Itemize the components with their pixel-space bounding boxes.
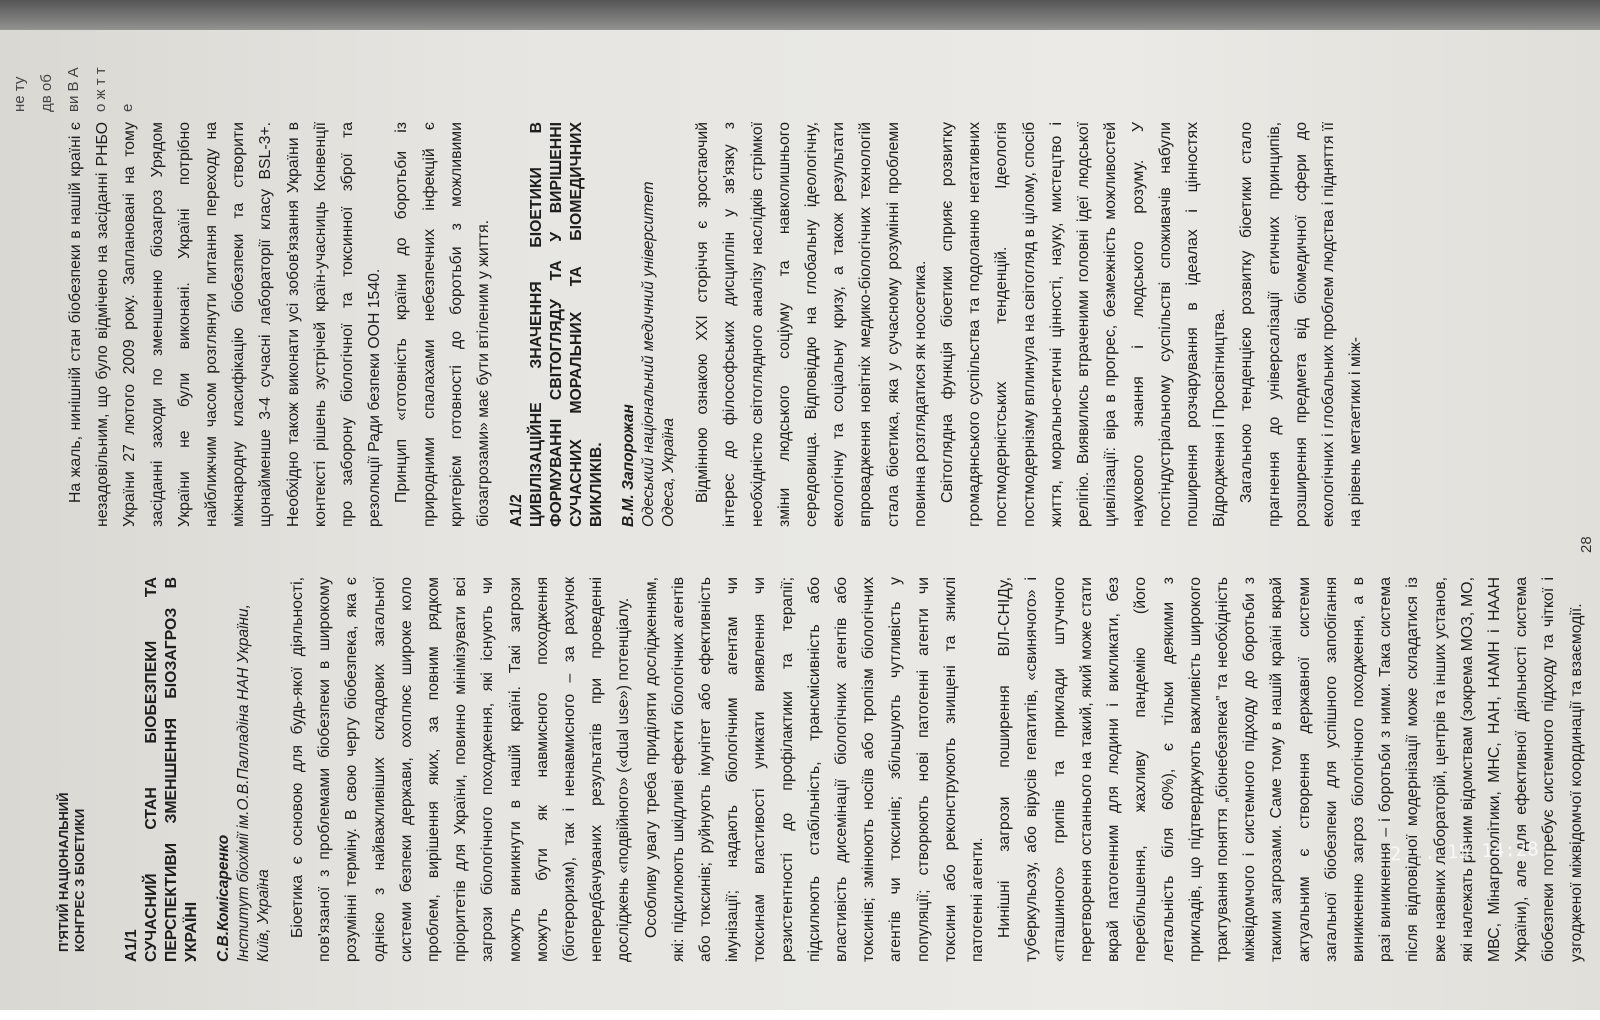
header-line-1: П'ЯТИЙ НАЦІОНАЛЬНИЙ (56, 792, 71, 952)
article-paragraph: Біоетика є основою для будь-якої діяльності, пов'язаної з проблемами біобезпеки в широкому розумінні терміну. В свою чергу біобезпека, яка є однією з найважливіших складових загальної системи безпеки держави, охоплює широке коло проблем, вирішення яких, за повним рядком пріоритетів для України, повинно мінімізувати всі загрози біологічного походження, які існують чи можуть виникнути в нашій країні. Такі загрози можуть бути як навмисного походження (біотероризм), так і ненавмисного – за рахунок непередбачуваних результатів при проведенні досліджень «подвійного» («dual use») потенціалу. (289, 577, 633, 962)
document-page (0, 30, 1600, 1010)
article-affiliation (639, 122, 679, 527)
running-header (56, 622, 88, 952)
article-code: А1/1 (123, 929, 140, 962)
article-paragraph: Загальною тенденцією розвитку біоетики стало прагнення до універсалізації етичних принципів, розширення предмета від біомедичної сфери до екологічних і глобальних проблем людства і підняття її на рівень метаетики і між- (1238, 122, 1365, 527)
article-paragraph: Світоглядна функція біоетики сприяє розвитку громадянського суспільства та подоланню негативних постмодерністських тенденцій. Ідеологія постмодернізму вплинула на світогляд в цілому, спосіб життя, морально-етичні цінності, науку, мистецтво і релігію. Виявились втраченими головні ідеї людської цивілізації: віра в прогрес, безмежність можливостей наукового знання і людського розуму. У постіндустріальному суспільстві споживачів набули поширення розчарування в ідеалах і цінностях Відродження і Просвітництва. (939, 122, 1229, 527)
affiliation-city: Одеса, Україна (660, 418, 678, 527)
page-number: 28 (1578, 536, 1595, 553)
article-paragraph: Нинішні загрози поширення ВІЛ-СНІДу, туберкульозу, або вірусів гепатитів, «свинячого» і «пташиного» грипів та приклади штучного перетворення останнього на такий, який може стати вкрай патогенним для людини і викликати, без перебільшення, жахливу пандемію (його летальність біля 60%), є тільки деякими з прикладів, що підтверджують важливість широкого трактування поняття „біонебезпека” та необхідність міжвідомчого і системного підходу до боротьби з такими загрозами. Саме тому в нашій країні вкрай актуальним є створення державної системи загальної біобезпеки для успішного запобігання виникненню загроз біологічного походження, а в разі виникнення – і боротьби з ними. Така система після відповідної модернізації може складатися із вже наявних лабораторій, центрів та інших установ, які належать різним відомствам (зокрема МОЗ, МО, МВС, Мінагрополітики, МНС, НАН, НАМН і НААН України), але для ефективної діяльності система біобезпеки потребує системного підходу та чіткої і узгодженої міжвідомчої координації та взаємодії. (996, 577, 1585, 962)
article-affiliation (234, 577, 274, 962)
article-title: СУЧАСНИЙ СТАН БІОБЕЗПЕКИ ТА ПЕРСПЕКТИВИ ЗМЕНШЕННЯ БІОЗАГРОЗ В УКРАЇНІ (143, 577, 200, 962)
affiliation-institution: Одеський національний медичний університет (640, 181, 658, 527)
article-author: В.М. Запорожан (620, 404, 638, 527)
article-paragraph: Особливу увагу треба приділяти дослідженням, які: підсилюють шкідливі ефекти біологічних агентів або токсинів; руйнують імунітет або ефективність імунізації; надають біологічним агентам чи токсинам властивості уникати виявлення чи резистентності до профілактики та терапії; підсилюють стабільність, трансмісивність або властивість дисемінації біологічних агентів або токсинів; змінюють носіїв або тропізм біологічних агентів чи токсинів; збільшують чутливість у популяції; створюють нові патогенні агенти чи токсини або реконструюють знищені та зниклі патогенні агенти. (642, 577, 987, 962)
article-paragraph: Відмінною ознакою ХХІ сторіччя є зростаючий інтерес до філософських дисциплін у зв'язку з необхідністю світоглядного аналізу наслідків стрімкої зміни людського соціуму та навколишнього середовища. Відповіддю на глобальну ідеологічну, екологічну та соціальну кризу, а також результати впровадження новітніх медико-біологічних технологій стала біоетика, яка у сучасному розумінні проблеми повинна розглядатися як ноосетика. (694, 122, 929, 527)
rotated-page-content (0, 60, 1600, 1020)
right-column (62, 122, 1369, 527)
article-author: С.В.Комісаренко (215, 834, 232, 962)
header-line-2: КОНГРЕС З БІОЕТИКИ (72, 808, 87, 952)
left-column (112, 577, 1590, 962)
affiliation-city: Київ, Україна (255, 869, 272, 962)
article-title: ЦИВІЛІЗАЦІЙНЕ ЗНАЧЕННЯ БІОЕТИКИ В ФОРМУВАННІ СВІТОГЛЯДУ ТА У ВИРІШЕННІ СУЧАСНИХ МОРАЛЬНИХ ТА БІОМЕДИЧНИХ ВИКЛИКІВ. (528, 122, 606, 527)
affiliation-institution: Інститут біохімії ім.О.В.Палладіна НАН України, (235, 604, 252, 962)
article-paragraph: На жаль, нинішній стан біобезпеки в нашій країні є незадовільним, що було відмічено на засіданні РНБО України 27 лютого 2009 року. Заплановані на тому засіданні заходи по зменшенню біозагроз Урядом України не були виконані. Україні потрібно найближчим часом розглянути питання переходу на міжнародну класифікацію біобезпеки та створити щонайменше 3-4 сучасні лабораторії класу BSL-3+. Необхідно також виконати усі зобов'язання України в контексті рішень зустрічей країн-учасниць Конвенції про заборону біологічної та токсинної зброї та резолюції Ради безпеки ООН 1540. (67, 122, 384, 527)
photo-timestamp: 2... 15 14:28 (1389, 838, 1539, 866)
next-page-fragment: не ту дв об ви В А о ж т т е (11, 67, 136, 112)
article-code: А1/2 (508, 494, 526, 527)
article-paragraph: Принцип «готовність країни до боротьби із природними спалахами небезпечних інфекцій є критерієм готовності до боротьби з можливими біозагрозами» має бути втіленим у життя. (393, 122, 493, 527)
